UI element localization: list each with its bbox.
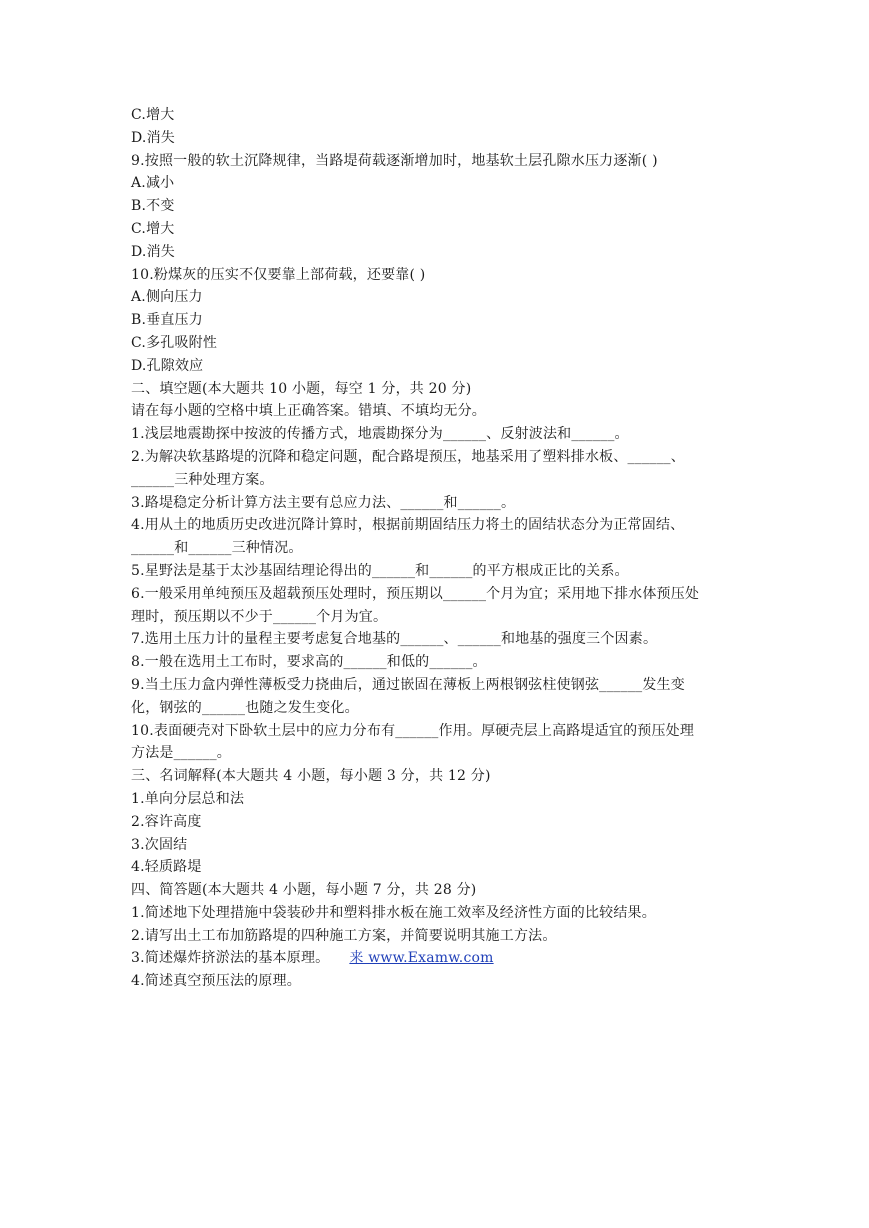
question-line: ______三种处理方案。 xyxy=(131,471,274,488)
question-line: 2.请写出土工布加筋路堤的四种施工方案，并简要说明其施工方法。 xyxy=(131,927,557,944)
question-line: 8.一般在选用土工布时，要求高的______和低的______。 xyxy=(131,654,487,671)
question-line: ______和______三种情况。 xyxy=(131,540,303,557)
question-line: 6.一般采用单纯预压及超载预压处理时，预压期以______个月为宜；采用地下排水体预压处 xyxy=(131,585,700,602)
question-line: 4.用从土的地质历史改进沉降计算时，根据前期固结压力将土的固结状态分为正常固结、 xyxy=(131,517,685,534)
question-line: 理时，预压期以不少于______个月为宜。 xyxy=(131,608,388,625)
option-line: C.增大 xyxy=(131,220,175,237)
question-line xyxy=(131,947,743,970)
section-instruction: 请在每小题的空格中填上正确答案。错填、不填均无分。 xyxy=(131,403,486,420)
text-line: D.消失 xyxy=(131,129,175,146)
question-line: 9.按照一般的软土沉降规律，当路堤荷载逐渐增加时，地基软土层孔隙水压力逐渐( ) xyxy=(131,152,658,169)
section-heading: 四、简答题(本大题共 4 小题，每小题 7 分，共 28 分) xyxy=(131,882,477,899)
section-heading: 三、名词解释(本大题共 4 小题，每小题 3 分，共 12 分) xyxy=(131,768,491,785)
question-line: 2.容许高度 xyxy=(131,813,202,830)
section-heading: 二、填空题(本大题共 10 小题，每空 1 分，共 20 分) xyxy=(131,380,472,397)
question-line: 2.为解决软基路堤的沉降和稳定问题，配合路堤预压，地基采用了塑料排水板、______、 xyxy=(131,448,685,465)
option-line: C.多孔吸附性 xyxy=(131,334,218,351)
question-text: 3.简述爆炸挤淤法的基本原理。 xyxy=(131,950,330,967)
question-line: 10.表面硬壳对下卧软土层中的应力分布有______作用。厚硬壳层上高路堤适宜的预压处理 xyxy=(131,722,695,739)
option-line: A.减小 xyxy=(131,175,175,192)
option-line: A.侧向压力 xyxy=(131,289,203,306)
question-line: 3.路堤稳定分析计算方法主要有总应力法、______和______。 xyxy=(131,494,516,511)
question-line: 10.粉煤灰的压实不仅要靠上部荷载，还要靠( ) xyxy=(131,266,426,283)
document-page xyxy=(131,104,743,993)
question-line: 1.单向分层总和法 xyxy=(131,790,245,807)
question-line: 7.选用土压力计的量程主要考虑复合地基的______、______和地基的强度三个因素。 xyxy=(131,631,658,648)
question-line: 9.当土压力盒内弹性薄板受力挠曲后，通过嵌固在薄板上两根钢弦柱使钢弦______发生变 xyxy=(131,676,685,693)
question-line: 方法是______。 xyxy=(131,745,231,762)
question-line: 4.轻质路堤 xyxy=(131,859,202,876)
option-line: B.不变 xyxy=(131,198,175,215)
option-line: D.孔隙效应 xyxy=(131,357,204,374)
option-line: D.消失 xyxy=(131,243,175,260)
question-line: 3.次固结 xyxy=(131,836,188,853)
examw-link[interactable]: 来 www.Examw.com xyxy=(349,950,494,967)
text-line: C.增大 xyxy=(131,107,175,123)
question-line: 4.简述真空预压法的原理。 xyxy=(131,973,301,990)
option-line: B.垂直压力 xyxy=(131,312,203,329)
question-line: 1.简述地下处理措施中袋装砂井和塑料排水板在施工效率及经济性方面的比较结果。 xyxy=(131,904,656,921)
question-line: 5.星野法是基于太沙基固结理论得出的______和______的平方根成正比的关系。 xyxy=(131,562,629,579)
question-line: 1.浅层地震勘探中按波的传播方式，地震勘探分为______、反射波法和______。 xyxy=(131,426,629,443)
question-line: 化，钢弦的______也随之发生变化。 xyxy=(131,699,359,716)
